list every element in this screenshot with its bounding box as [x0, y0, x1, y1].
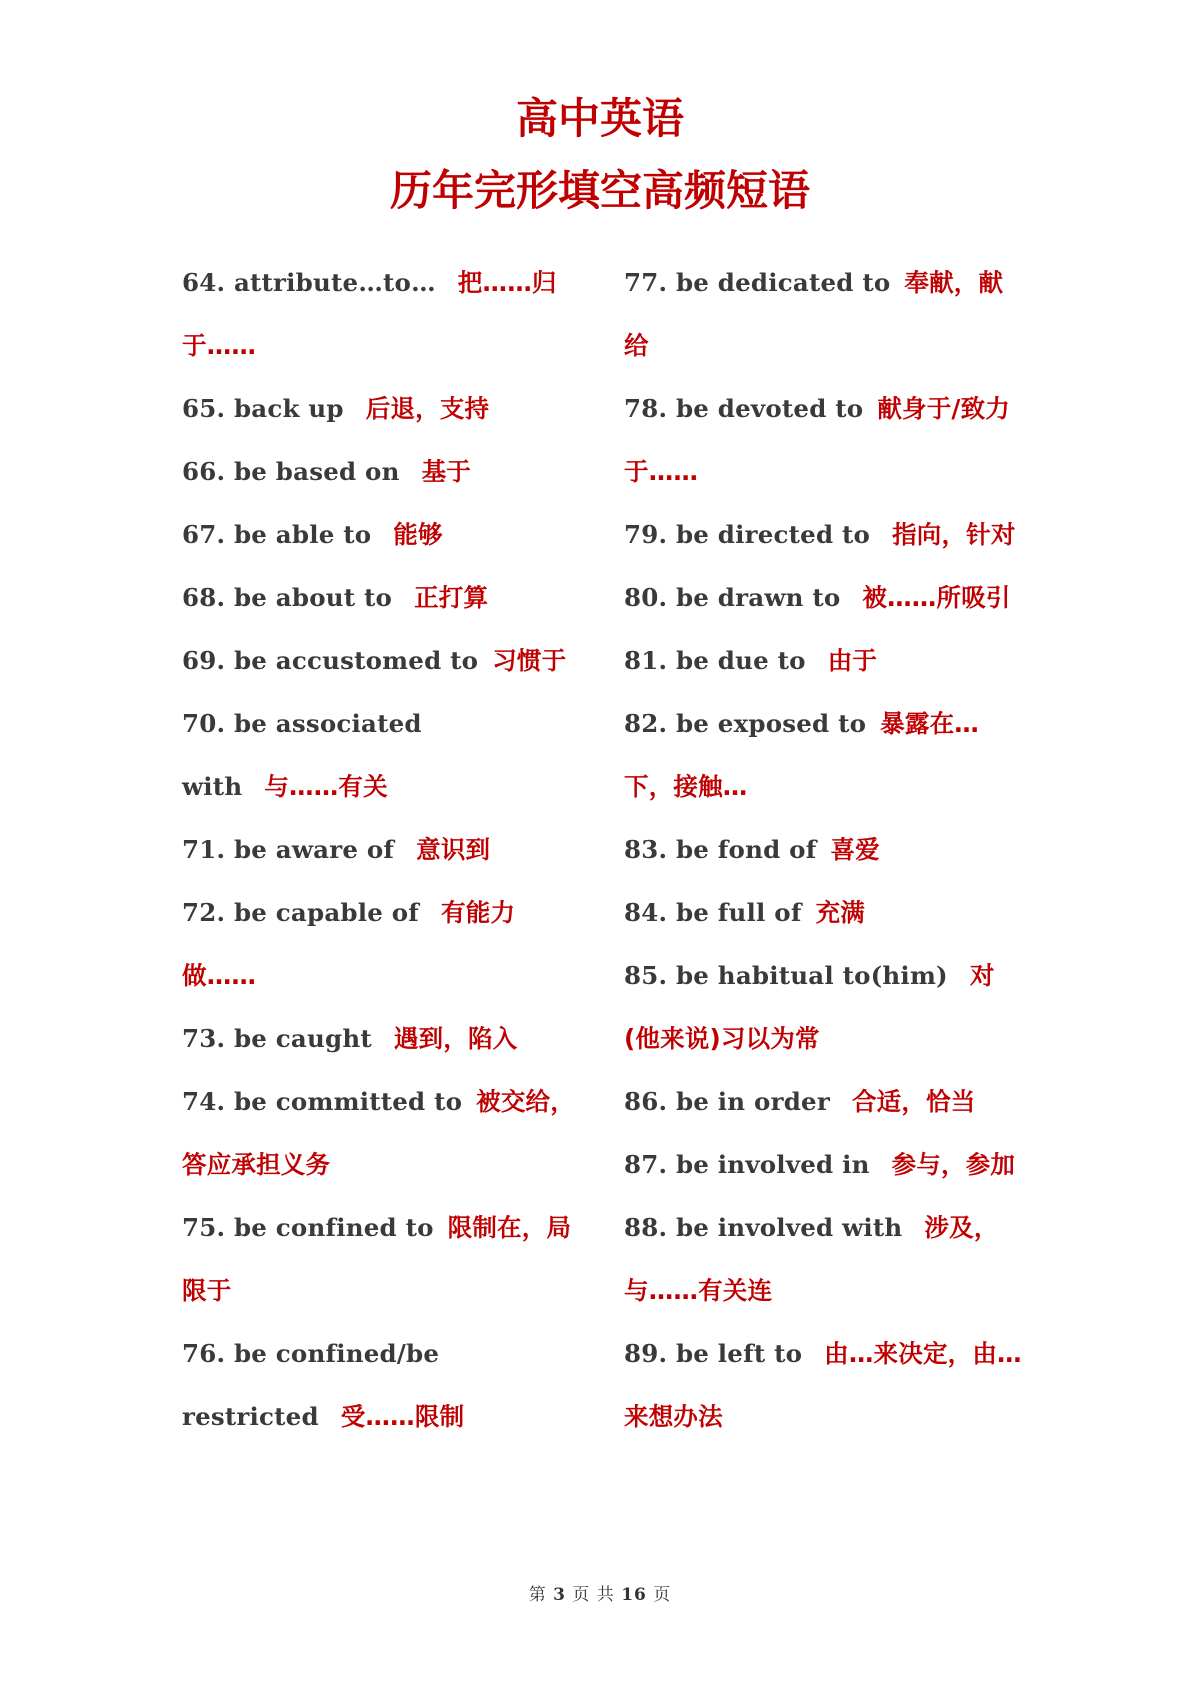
- phrase-line: [182, 755, 592, 818]
- phrase-english: 75. be confined to: [182, 1213, 434, 1242]
- phrase-line: [624, 1007, 1034, 1070]
- phrase-line: [624, 818, 1034, 881]
- phrase-chinese: 于……: [624, 457, 699, 486]
- phrase-line: [182, 1322, 592, 1385]
- phrase-column-left: [182, 251, 592, 1448]
- phrase-line: [624, 944, 1034, 1007]
- phrase-english: 72. be capable of: [182, 898, 420, 927]
- phrase-chinese: 喜爱: [830, 835, 880, 864]
- phrase-chinese: 奉献，献: [904, 268, 1004, 297]
- phrase-line: [182, 440, 592, 503]
- phrase-chinese: 合适，恰当: [851, 1087, 976, 1116]
- phrase-chinese: 参与，参加: [891, 1150, 1016, 1179]
- phrase-line: [182, 1259, 592, 1322]
- phrase-english: 76. be confined/be: [182, 1339, 440, 1368]
- phrase-chinese: 意识到: [416, 835, 491, 864]
- phrase-line: [624, 314, 1034, 377]
- page-footer: [0, 1580, 1200, 1605]
- phrase-english: 85. be habitual to(him): [624, 961, 948, 990]
- phrase-line: [624, 755, 1034, 818]
- phrase-english: 81. be due to: [624, 646, 806, 675]
- phrase-line: [182, 1385, 592, 1448]
- phrase-english: 89. be left to: [624, 1339, 803, 1368]
- phrase-english: with: [182, 772, 243, 801]
- phrase-line: [182, 692, 592, 755]
- phrase-line: [624, 1196, 1034, 1259]
- phrase-chinese: 把……归: [457, 268, 557, 297]
- phrase-chinese: 限制在，局: [447, 1213, 572, 1242]
- phrase-chinese: 做……: [182, 961, 257, 990]
- phrase-line: [182, 1133, 592, 1196]
- footer-prefix: 第: [528, 1585, 547, 1605]
- phrase-chinese: 于……: [182, 331, 257, 360]
- phrase-line: [624, 1070, 1034, 1133]
- title-line-1: 高中英语: [515, 94, 684, 143]
- phrase-chinese: 与……有关: [264, 772, 388, 801]
- phrase-english: 82. be exposed to: [624, 709, 867, 738]
- phrase-line: [624, 1133, 1034, 1196]
- phrase-english: 83. be fond of: [624, 835, 817, 864]
- phrase-line: [624, 503, 1034, 566]
- phrase-english: 71. be aware of: [182, 835, 395, 864]
- phrase-chinese: 受……限制: [340, 1402, 465, 1431]
- phrase-chinese: 对: [969, 961, 995, 990]
- phrase-line: [182, 881, 592, 944]
- phrase-column-right: [624, 251, 1034, 1448]
- phrase-english: 80. be drawn to: [624, 583, 841, 612]
- phrase-chinese: (他来说)习以为常: [624, 1024, 820, 1053]
- phrase-line: [624, 692, 1034, 755]
- phrase-line: [624, 440, 1034, 503]
- phrase-line: [182, 377, 592, 440]
- phrase-english: 78. be devoted to: [624, 394, 864, 423]
- phrase-line: [624, 1322, 1034, 1385]
- phrase-chinese: 习惯于: [492, 646, 567, 675]
- phrase-line: [624, 566, 1034, 629]
- phrase-chinese: 答应承担义务: [182, 1150, 331, 1179]
- phrase-line: [182, 944, 592, 1007]
- phrase-english: 86. be in order: [624, 1087, 830, 1116]
- phrase-english: 79. be directed to: [624, 520, 871, 549]
- footer-page-number: 3: [553, 1585, 566, 1605]
- phrase-chinese: 基于: [421, 457, 472, 486]
- phrase-chinese: 能够: [393, 520, 443, 549]
- phrase-line: [182, 1196, 592, 1259]
- phrase-line: [182, 818, 592, 881]
- title-line-2: 历年完形填空高频短语: [389, 166, 810, 215]
- phrase-chinese: 由于: [827, 646, 878, 675]
- phrase-english: 77. be dedicated to: [624, 268, 891, 297]
- footer-middle: 页 共: [572, 1585, 615, 1605]
- phrase-english: 87. be involved in: [624, 1150, 870, 1179]
- phrase-line: [182, 629, 592, 692]
- phrase-line: [624, 881, 1034, 944]
- phrase-line: [182, 503, 592, 566]
- phrase-chinese: 充满: [815, 898, 865, 927]
- phrase-chinese: 后退，支持: [365, 394, 490, 423]
- phrase-chinese: 有能力: [441, 898, 516, 927]
- phrase-line: [182, 251, 592, 314]
- phrase-line: [624, 377, 1034, 440]
- phrase-english: restricted: [182, 1402, 319, 1431]
- phrase-chinese: 被……所吸引: [862, 583, 1011, 612]
- phrase-line: [182, 566, 592, 629]
- phrase-chinese: 限于: [182, 1276, 232, 1305]
- phrase-chinese: 被交给，: [476, 1087, 575, 1116]
- phrase-english: 66. be based on: [182, 457, 400, 486]
- phrase-english: 68. be about to: [182, 583, 393, 612]
- phrase-english: 84. be full of: [624, 898, 802, 927]
- phrase-chinese: 遇到，陷入: [393, 1024, 518, 1053]
- phrase-english: 70. be associated: [182, 709, 422, 738]
- phrase-chinese: 来想办法: [624, 1402, 723, 1431]
- phrase-line: [182, 1070, 592, 1133]
- phrase-line: [182, 1007, 592, 1070]
- phrase-chinese: 由…来决定，由…: [824, 1339, 1022, 1368]
- phrase-chinese: 暴露在…: [880, 709, 979, 738]
- phrase-chinese: 正打算: [414, 583, 489, 612]
- phrase-english: 69. be accustomed to: [182, 646, 479, 675]
- phrase-line: [182, 314, 592, 377]
- phrase-english: 65. back up: [182, 394, 344, 423]
- phrase-english: 88. be involved with: [624, 1213, 903, 1242]
- phrase-line: [624, 1385, 1034, 1448]
- phrase-chinese: 下，接触…: [624, 772, 748, 801]
- phrase-english: 73. be caught: [182, 1024, 372, 1053]
- phrase-chinese: 给: [624, 331, 649, 360]
- phrase-chinese: 指向，针对: [892, 520, 1016, 549]
- footer-suffix: 页: [653, 1585, 672, 1605]
- phrase-line: [624, 251, 1034, 314]
- phrase-chinese: 献身于/致力: [877, 394, 1010, 423]
- phrase-line: [624, 629, 1034, 692]
- phrase-english: 67. be able to: [182, 520, 372, 549]
- phrase-chinese: 涉及，: [924, 1213, 999, 1242]
- phrase-english: 64. attribute…to…: [182, 268, 436, 297]
- phrase-chinese: 与……有关连: [624, 1276, 773, 1305]
- footer-total-pages: 16: [621, 1585, 647, 1605]
- phrase-line: [624, 1259, 1034, 1322]
- phrase-english: 74. be committed to: [182, 1087, 463, 1116]
